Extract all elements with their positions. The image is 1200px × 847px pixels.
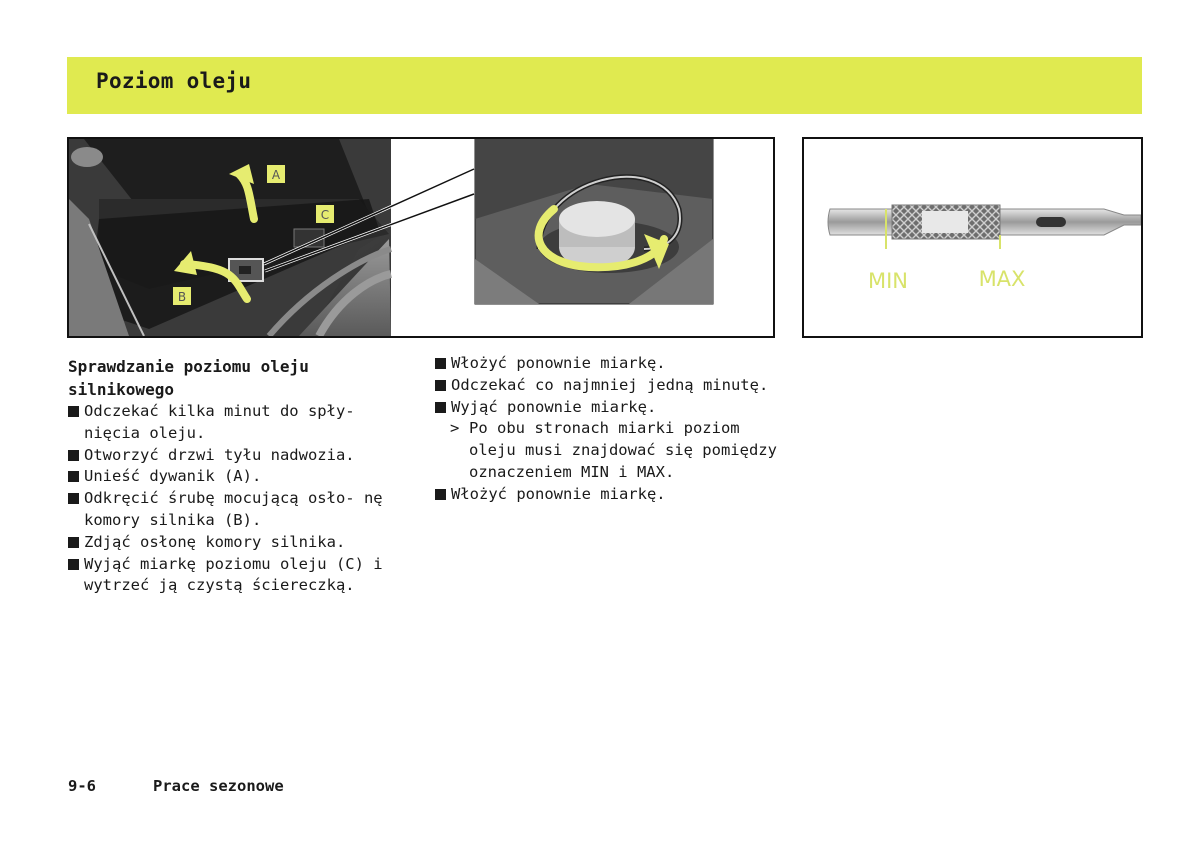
label-b: B	[177, 290, 187, 304]
instructions-left	[68, 355, 413, 597]
page-number: 9-6	[68, 777, 96, 795]
instructions-right	[435, 353, 785, 506]
dipstick-figure	[802, 137, 1143, 338]
label-c: C	[320, 208, 330, 222]
list-item: Odczekać co najmniej jedną minutę.	[435, 375, 785, 397]
title-bar	[67, 57, 1142, 114]
list-item: Odczekać kilka minut do spły- nięcia oleju.	[68, 401, 413, 445]
bullet-icon	[68, 471, 79, 482]
bullet-icon	[435, 402, 446, 413]
dipstick-illustration	[804, 139, 1141, 336]
list-item: Odkręcić śrubę mocującą osło- nę komory silnika (B).	[68, 488, 413, 532]
bullet-icon	[435, 380, 446, 391]
engine-illustration	[69, 139, 773, 336]
list-item: Unieść dywanik (A).	[68, 466, 413, 488]
section-name: Prace sezonowe	[153, 777, 284, 795]
engine-compartment-figure	[67, 137, 775, 338]
bullet-icon	[68, 406, 79, 417]
section-heading: Sprawdzanie poziomu oleju silnikowego	[68, 357, 309, 399]
page-title: Poziom oleju	[96, 69, 252, 93]
bullet-icon	[435, 358, 446, 369]
list-item: Wyjąć miarkę poziomu oleju (C) i wytrzeć ją czystą ściereczką.	[68, 554, 413, 598]
label-a: A	[271, 168, 281, 182]
arrow-marker-icon: >	[450, 419, 460, 438]
zoom-dipstick-cap	[475, 139, 713, 304]
list-item: Włożyć ponownie miarkę.	[435, 353, 785, 375]
max-label: MAX	[978, 267, 1026, 291]
bullet-icon	[68, 450, 79, 461]
min-label: MIN	[867, 269, 909, 293]
bullet-icon	[68, 537, 79, 548]
list-item: Otworzyć drzwi tyłu nadwozia.	[68, 445, 413, 467]
bullet-icon	[68, 559, 79, 570]
list-item: Włożyć ponownie miarkę.	[435, 484, 785, 506]
bullet-icon	[68, 493, 79, 504]
sub-item: > Po obu stronach miarki poziom oleju musi znajdować się pomiędzy oznaczeniem MIN i MAX.	[450, 419, 777, 481]
list-item: Zdjąć osłonę komory silnika.	[68, 532, 413, 554]
bullet-icon	[435, 489, 446, 500]
list-item: Wyjąć ponownie miarkę.	[435, 397, 785, 419]
